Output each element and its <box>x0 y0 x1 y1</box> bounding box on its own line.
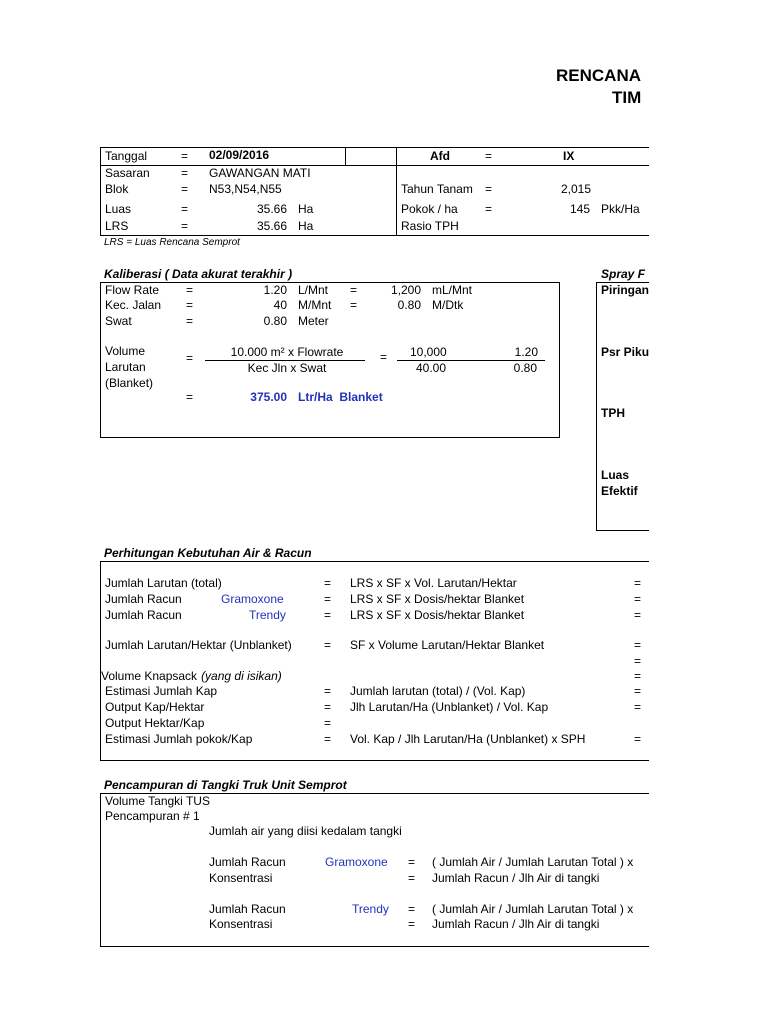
product-trendy: Trendy <box>352 902 389 916</box>
page-title-line2: TIM <box>612 88 642 107</box>
equals-sign: = <box>634 732 642 746</box>
perhitungan-row-label: Jumlah Racun <box>105 608 182 622</box>
flow-rate-conv-value: 1,200 <box>390 283 421 297</box>
pencampuran-number-label: Pencampuran # 1 <box>105 809 200 823</box>
equals-sign: = <box>350 298 358 312</box>
perhitungan-row-label: Output Kap/Hektar <box>105 700 205 714</box>
volume-knapsack-label <box>101 669 282 683</box>
perhitungan-row-formula: LRS x SF x Dosis/hektar Blanket <box>350 608 525 622</box>
spray-label-piringan: Piringan <box>601 283 649 297</box>
equals-sign: = <box>350 283 358 297</box>
luas-unit: Ha <box>298 202 314 216</box>
equals-sign: = <box>181 202 189 216</box>
pencampuran-row-formula: Jumlah Racun / Jlh Air di tangki <box>432 871 600 885</box>
tahun-tanam-label: Tahun Tanam <box>401 182 473 196</box>
equals-sign: = <box>181 166 189 180</box>
perhitungan-top-border <box>100 561 649 562</box>
pencampuran-left-border <box>100 793 101 947</box>
equals-sign: = <box>324 732 332 746</box>
perhitungan-row-formula: SF x Volume Larutan/Hektar Blanket <box>350 638 545 652</box>
header-column-divider <box>396 147 397 236</box>
equals-sign: = <box>186 390 194 404</box>
kaliberasi-title: Kaliberasi ( Data akurat terakhir ) <box>104 267 293 281</box>
perhitungan-row-formula: Jumlah larutan (total) / (Vol. Kap) <box>350 684 526 698</box>
value-denominator-1: 40.00 <box>416 361 447 375</box>
equals-sign: = <box>408 902 416 916</box>
pencampuran-row-label: Konsentrasi <box>209 917 273 931</box>
volume-label-line2: Larutan <box>105 360 146 374</box>
volume-label-line1: Volume <box>105 344 146 358</box>
sasaran-value: GAWANGAN MATI <box>209 166 311 180</box>
perhitungan-row-formula: Jlh Larutan/Ha (Unblanket) / Vol. Kap <box>350 700 549 714</box>
equals-sign: = <box>324 576 332 590</box>
spray-title: Spray F <box>601 267 646 281</box>
swat-value: 0.80 <box>263 314 287 328</box>
perhitungan-title: Perhitungan Kebutuhan Air & Racun <box>104 546 312 560</box>
equals-sign: = <box>485 149 493 163</box>
equals-sign: = <box>408 917 416 931</box>
pencampuran-row-label: Konsentrasi <box>209 871 273 885</box>
equals-sign: = <box>181 219 189 233</box>
equals-sign: = <box>186 298 194 312</box>
perhitungan-row-label: Output Hektar/Kap <box>105 716 205 730</box>
product-gramoxone: Gramoxone <box>221 592 284 606</box>
value-numerator-1: 10,000 <box>410 345 447 359</box>
afd-label: Afd <box>430 149 450 163</box>
volume-knapsack-note: (yang di isikan) <box>201 669 282 683</box>
perhitungan-row-formula: LRS x SF x Dosis/hektar Blanket <box>350 592 525 606</box>
pencampuran-bottom-border <box>100 946 649 947</box>
volume-tangki-label: Volume Tangki TUS <box>105 794 210 808</box>
equals-sign: = <box>186 283 194 297</box>
equals-sign: = <box>634 700 642 714</box>
kec-jalan-value: 40 <box>273 298 287 312</box>
pencampuran-title: Pencampuran di Tangki Truk Unit Semprot <box>104 778 347 792</box>
perhitungan-row-formula: LRS x SF x Vol. Larutan/Hektar <box>350 576 517 590</box>
perhitungan-row-label: Jumlah Larutan (total) <box>105 576 222 590</box>
equals-sign: = <box>485 202 493 216</box>
tahun-tanam-value: 2,015 <box>560 182 591 196</box>
lrs-label: LRS <box>105 219 129 233</box>
equals-sign: = <box>181 149 189 163</box>
equals-sign: = <box>380 350 388 364</box>
lrs-note: LRS = Luas Rencana Semprot <box>104 237 240 248</box>
perhitungan-row-label: Jumlah Larutan/Hektar (Unblanket) <box>105 638 292 652</box>
spray-label-tph: TPH <box>601 406 625 420</box>
value-denominator-2: 0.80 <box>513 361 537 375</box>
page-title-line1: RENCANA <box>556 66 641 85</box>
pencampuran-row-formula: Jumlah Racun / Jlh Air di tangki <box>432 917 600 931</box>
result-unit: Ltr/Ha Blanket <box>298 390 383 404</box>
header-left-border <box>100 147 101 236</box>
flow-rate-unit: L/Mnt <box>298 283 329 297</box>
equals-sign: = <box>634 669 642 683</box>
pokok-value: 145 <box>569 202 590 216</box>
perhitungan-row-label: Estimasi Jumlah Kap <box>105 684 218 698</box>
blok-label: Blok <box>105 182 129 196</box>
product-gramoxone: Gramoxone <box>325 855 388 869</box>
equals-sign: = <box>634 654 642 668</box>
pokok-label: Pokok / ha <box>401 202 458 216</box>
value-numerator-2: 1.20 <box>514 345 538 359</box>
kec-jalan-conv-unit: M/Dtk <box>432 298 464 312</box>
luas-label: Luas <box>105 202 132 216</box>
equals-sign: = <box>485 182 493 196</box>
equals-sign: = <box>634 638 642 652</box>
pencampuran-row-formula: ( Jumlah Air / Jumlah Larutan Total ) x <box>432 902 634 916</box>
kec-jalan-conv-value: 0.80 <box>397 298 421 312</box>
jumlah-air-label: Jumlah air yang diisi kedalam tangki <box>209 824 402 838</box>
swat-label: Swat <box>105 314 132 328</box>
equals-sign: = <box>324 592 332 606</box>
perhitungan-left-border <box>100 561 101 761</box>
sasaran-label: Sasaran <box>105 166 150 180</box>
flow-rate-label: Flow Rate <box>105 283 160 297</box>
equals-sign: = <box>324 608 332 622</box>
rasio-tph-label: Rasio TPH <box>401 219 459 233</box>
equals-sign: = <box>634 608 642 622</box>
equals-sign: = <box>186 351 194 365</box>
equals-sign: = <box>324 716 332 730</box>
volume-label-line3: (Blanket) <box>105 376 154 390</box>
equals-sign: = <box>324 638 332 652</box>
equals-sign: = <box>408 855 416 869</box>
lrs-value: 35.66 <box>256 219 287 233</box>
volume-knapsack-text: Volume Knapsack <box>101 669 198 683</box>
equals-sign: = <box>634 576 642 590</box>
flow-rate-value: 1.20 <box>263 283 287 297</box>
pencampuran-row-label: Jumlah Racun <box>209 902 286 916</box>
formula-numerator: 10.000 m² x Flowrate <box>230 345 344 359</box>
equals-sign: = <box>186 314 194 328</box>
swat-unit: Meter <box>298 314 329 328</box>
equals-sign: = <box>634 684 642 698</box>
product-trendy: Trendy <box>249 608 286 622</box>
header-top-border <box>100 147 649 148</box>
kec-jalan-label: Kec. Jalan <box>105 298 162 312</box>
equals-sign: = <box>408 871 416 885</box>
luas-value: 35.66 <box>256 202 287 216</box>
formula-denominator: Kec Jln x Swat <box>247 361 327 375</box>
pokok-unit: Pkk/Ha <box>601 202 640 216</box>
pencampuran-row-formula: ( Jumlah Air / Jumlah Larutan Total ) x <box>432 855 634 869</box>
equals-sign: = <box>634 592 642 606</box>
perhitungan-row-label: Estimasi Jumlah pokok/Kap <box>105 732 253 746</box>
afd-value: IX <box>563 149 575 163</box>
pencampuran-row-label: Jumlah Racun <box>209 855 286 869</box>
perhitungan-bottom-border <box>100 760 649 761</box>
blok-value: N53,N54,N55 <box>209 182 282 196</box>
spray-label-psr-pikul: Psr Piku <box>601 345 649 359</box>
flow-rate-conv-unit: mL/Mnt <box>432 283 473 297</box>
lrs-unit: Ha <box>298 219 314 233</box>
equals-sign: = <box>324 700 332 714</box>
kec-jalan-unit: M/Mnt <box>298 298 332 312</box>
tanggal-label: Tanggal <box>105 149 148 163</box>
result-value: 375.00 <box>250 390 287 404</box>
spray-label-efektif: Efektif <box>601 484 638 498</box>
spray-label-luas: Luas <box>601 468 630 482</box>
tanggal-value: 02/09/2016 <box>209 148 270 162</box>
perhitungan-row-label: Jumlah Racun <box>105 592 182 606</box>
equals-sign: = <box>324 684 332 698</box>
equals-sign: = <box>181 182 189 196</box>
header-cell-divider <box>345 147 346 166</box>
perhitungan-row-formula: Vol. Kap / Jlh Larutan/Ha (Unblanket) x SPH <box>350 732 586 746</box>
header-bottom-border <box>100 235 649 236</box>
